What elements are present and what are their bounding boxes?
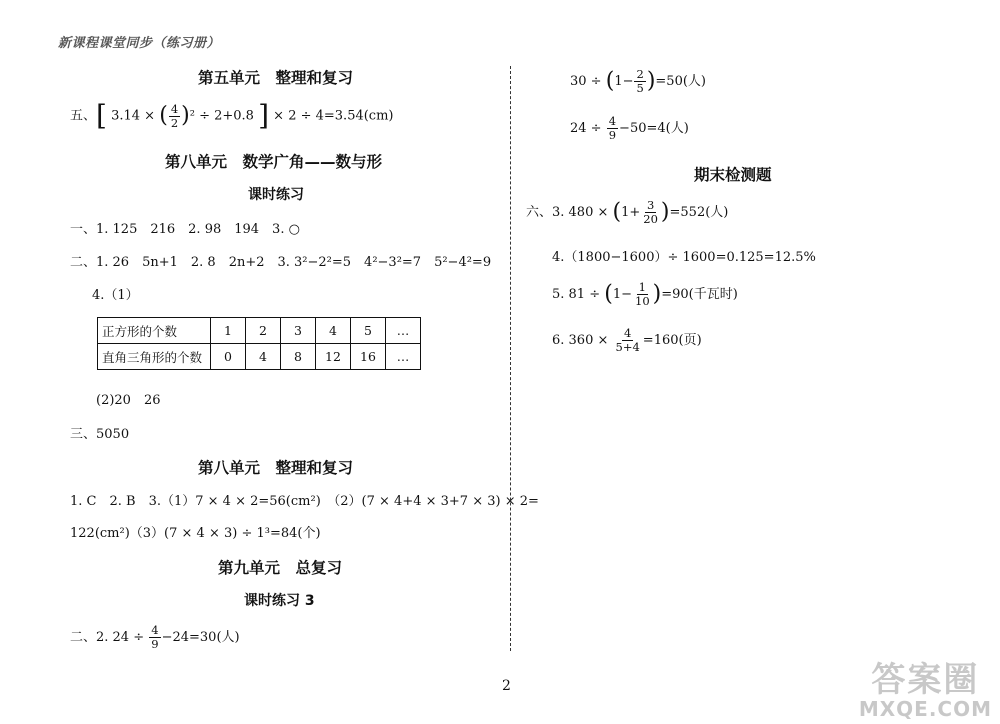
expr-part: =50(人) (655, 74, 706, 89)
item-prefix: 五、 (70, 108, 97, 124)
paren-close: ) (652, 281, 662, 307)
table-row-label: 正方形的个数 (98, 318, 211, 344)
expr-part: −50=4(人) (619, 121, 689, 136)
subsection-title: 课时练习 (248, 187, 304, 203)
table-cell: 1 (211, 318, 246, 344)
answer-line: 一、1. 125 216 2. 98 194 3. ○ (70, 222, 300, 237)
expr-part: 1− (614, 74, 634, 89)
answer-line: 1. C 2. B 3.（1）7 × 4 × 2=56(cm²) （2）(7 × 4+4 × 3+7 × 3) × 2= (70, 494, 539, 509)
expr-part: ² ÷ 2+0.8 (189, 108, 254, 124)
answer-line (552, 327, 702, 354)
section-title-final-exam: 期末检测题 (694, 166, 772, 184)
section-title-unit8-topic: 第八单元 数学广角——数与形 (165, 153, 383, 171)
paren-open: ( (159, 103, 168, 128)
table-cell: 16 (351, 344, 386, 370)
answer-line: 4.（1800−1600）÷ 1600=0.125=12.5% (552, 250, 816, 265)
expr-part: =90(千瓦时) (661, 287, 738, 302)
table-cell: 12 (316, 344, 351, 370)
answer-line (552, 281, 738, 308)
table-cell: 3 (281, 318, 316, 344)
fraction: $\frac{2}{5}$ (636, 67, 644, 95)
answer-line: 122(cm²)（3）(7 × 4 × 3) ÷ 1³=84(个) (70, 526, 321, 541)
answer-line (570, 68, 706, 95)
fraction: $\frac{4}{5+4}$ (615, 326, 640, 354)
running-header: 新课程课堂同步（练习册） (58, 36, 221, 51)
fraction: $\frac{4}{2}$ (170, 101, 179, 130)
paren-open: ( (604, 281, 613, 307)
table-cell: … (386, 318, 421, 344)
expr-part: 5. 81 ÷ (552, 287, 601, 302)
answer-line: 二、1. 26 5n+1 2. 8 2n+2 3. 3²−2²=5 4²−3²=7 5²−4²=9 (70, 255, 492, 270)
paren-open: ( (612, 199, 622, 225)
answer-line (70, 624, 240, 651)
watermark (859, 662, 992, 720)
expr-part: × 2 ÷ 4=3.54(cm) (273, 108, 394, 124)
expr-part: 1+ (621, 205, 641, 220)
expr-part: =552(人) (669, 205, 729, 220)
pattern-table (97, 317, 421, 370)
paren-close: ) (646, 68, 656, 94)
table-cell: 5 (351, 318, 386, 344)
answer-line: 4.（1） (92, 288, 139, 303)
page-number: 2 (502, 678, 511, 694)
expr-part: 六、3. 480 × (526, 205, 609, 220)
expr-part: 30 ÷ (570, 74, 602, 89)
bracket-open: [ (96, 99, 107, 132)
table-row (98, 318, 421, 344)
expr-part: 1− (612, 287, 633, 302)
expr-part: 3.14 × (111, 108, 156, 124)
paren-open: ( (605, 68, 615, 94)
table-cell: … (386, 344, 421, 370)
answer-line (570, 115, 689, 142)
fraction: $\frac{3}{20}$ (643, 198, 658, 226)
bracket-close: ] (258, 99, 270, 132)
paren-close: ) (181, 103, 190, 128)
watermark-logo: 答案圈 (871, 660, 980, 700)
table-row (98, 344, 421, 370)
column-divider (510, 66, 511, 651)
answer-line-unit5 (70, 99, 394, 132)
section-title-unit9: 第九单元 总复习 (218, 559, 343, 577)
expr-part: =160(页) (642, 333, 702, 348)
table-row-label: 直角三角形的个数 (98, 344, 211, 370)
table-cell: 4 (316, 318, 351, 344)
expr-part: 二、2. 24 ÷ (70, 630, 145, 645)
answer-line: (2)20 26 (96, 393, 161, 408)
answer-line (526, 199, 728, 226)
expr-part: 24 ÷ (570, 121, 602, 136)
section-title-unit8-review: 第八单元 整理和复习 (198, 459, 354, 477)
fraction: $\frac{4}{9}$ (608, 114, 617, 142)
subsection-title: 课时练习 3 (244, 593, 315, 609)
table-cell: 4 (246, 344, 281, 370)
section-title-unit5: 第五单元 整理和复习 (198, 69, 354, 87)
answer-line: 三、5050 (70, 427, 130, 442)
table-cell: 2 (246, 318, 281, 344)
table-cell: 8 (281, 344, 316, 370)
paren-close: ) (660, 199, 670, 225)
watermark-url: MXQE.COM (858, 697, 992, 721)
expr-part: −24=30(人) (161, 630, 240, 645)
fraction: $\frac{4}{9}$ (151, 623, 159, 651)
fraction: $\frac{1}{10}$ (635, 280, 650, 308)
expr-part: 6. 360 × (552, 333, 609, 348)
table-cell: 0 (211, 344, 246, 370)
